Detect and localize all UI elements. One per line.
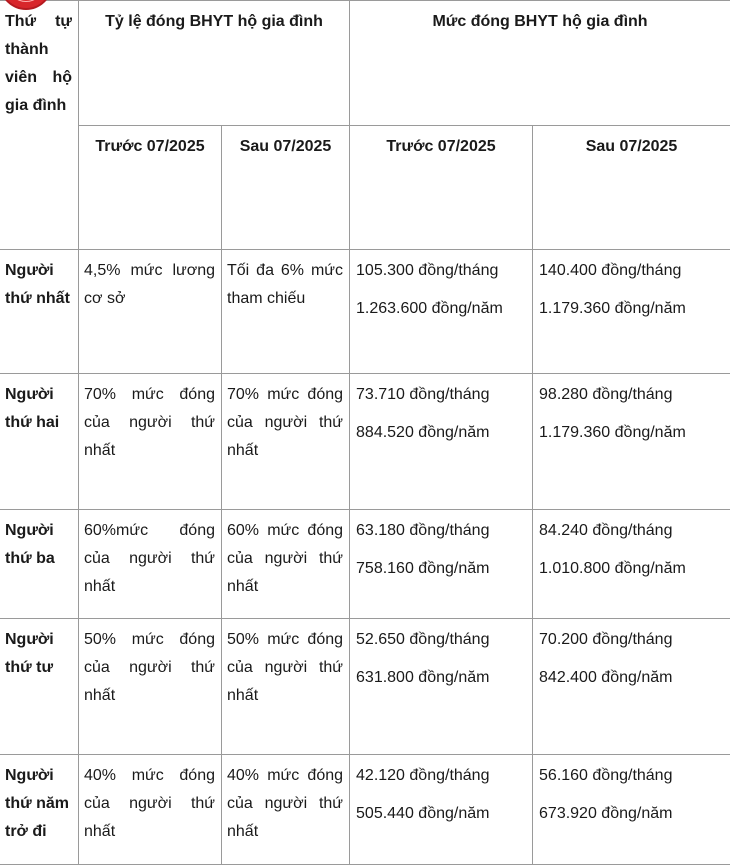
- before-year-amount: 631.800 đồng/năm: [356, 669, 490, 686]
- before-month-amount: 52.650 đồng/tháng: [356, 631, 490, 648]
- rate-before-line: 40% mức đóng: [84, 767, 215, 784]
- before-year-amount: 1.263.600 đồng/năm: [356, 300, 503, 317]
- header-amount-title: Mức đóng BHYT hộ gia đình: [432, 13, 648, 30]
- after-year-amount: 1.179.360 đồng/năm: [539, 300, 686, 317]
- member-label: trở đi: [5, 823, 47, 840]
- member-label: thứ ba: [5, 550, 55, 567]
- rate-after-line: 60% mức đóng: [227, 522, 344, 539]
- header-member-order-cell: [0, 1, 79, 250]
- header-amount-cell: [350, 1, 730, 126]
- rate-after-line: nhất: [227, 823, 259, 840]
- rate-after-line: của người thứ: [227, 414, 344, 431]
- rate-after-line: 70% mức đóng: [227, 386, 344, 403]
- after-year-amount: 1.179.360 đồng/năm: [539, 424, 686, 441]
- rate-before-line: nhất: [84, 687, 116, 704]
- member-label: thứ tư: [5, 659, 54, 676]
- subheader-after-amount-cell: [533, 126, 730, 250]
- rate-after-line: 50% mức đóng: [227, 631, 344, 648]
- member-label: Người: [5, 767, 54, 784]
- before-month-amount: 105.300 đồng/tháng: [356, 262, 499, 279]
- subheader-before-rate: Trước 07/2025: [95, 138, 205, 155]
- header-rate-cell: [79, 1, 350, 126]
- member-label: thứ nhất: [5, 290, 70, 307]
- rate-after-line: 40% mức đóng: [227, 767, 344, 784]
- rate-before-line: nhất: [84, 442, 116, 459]
- rate-before-line: của người thứ: [84, 550, 215, 567]
- rate-after-line: của người thứ: [227, 550, 344, 567]
- subheader-row: [0, 126, 730, 250]
- rate-after-line: của người thứ: [227, 659, 344, 676]
- rate-before-line: của người thứ: [84, 414, 215, 431]
- member-label: Người: [5, 386, 54, 403]
- rate-before-line: của người thứ: [84, 795, 215, 812]
- header-row: [0, 1, 730, 126]
- after-month-amount: 98.280 đồng/tháng: [539, 386, 673, 403]
- rate-after-line: của người thứ: [227, 795, 344, 812]
- member-label: Người: [5, 522, 54, 539]
- before-year-amount: 758.160 đồng/năm: [356, 560, 490, 577]
- after-year-amount: 673.920 đồng/năm: [539, 805, 673, 822]
- before-year-amount: 884.520 đồng/năm: [356, 424, 490, 441]
- subheader-after-rate: Sau 07/2025: [239, 138, 332, 155]
- rate-after-line: nhất: [227, 687, 259, 704]
- after-month-amount: 56.160 đồng/tháng: [539, 767, 673, 784]
- rate-before-line: nhất: [84, 823, 116, 840]
- rate-before-line: 70% mức đóng: [84, 386, 215, 403]
- rate-before-line: nhất: [84, 578, 116, 595]
- rate-after-line: Tối đa 6% mức: [227, 262, 344, 279]
- member-label: Người: [5, 262, 54, 279]
- table-row: [0, 374, 730, 510]
- rate-before-line: của người thứ: [84, 659, 215, 676]
- header-member-line: Thứ tự: [5, 13, 72, 30]
- rate-after-line: tham chiếu: [227, 290, 306, 307]
- subheader-before-rate-cell: [79, 126, 222, 250]
- after-month-amount: 70.200 đồng/tháng: [539, 631, 673, 648]
- rate-after-line: nhất: [227, 578, 259, 595]
- table-row: [0, 510, 730, 619]
- subheader-after-amount: Sau 07/2025: [585, 138, 678, 155]
- header-rate-title: Tỷ lệ đóng BHYT hộ gia đình: [105, 13, 323, 30]
- rate-after-line: nhất: [227, 442, 259, 459]
- after-year-amount: 1.010.800 đồng/năm: [539, 560, 686, 577]
- before-month-amount: 42.120 đồng/tháng: [356, 767, 490, 784]
- header-member-line: gia đình: [5, 97, 67, 114]
- before-month-amount: 63.180 đồng/tháng: [356, 522, 490, 539]
- member-label: Người: [5, 631, 54, 648]
- member-label: thứ hai: [5, 414, 60, 431]
- after-month-amount: 84.240 đồng/tháng: [539, 522, 673, 539]
- rate-before-line: 4,5% mức lương: [84, 262, 215, 279]
- after-month-amount: 140.400 đồng/tháng: [539, 262, 682, 279]
- before-year-amount: 505.440 đồng/năm: [356, 805, 490, 822]
- table-row: [0, 250, 730, 374]
- rate-before-line: 60%mức đóng: [84, 522, 215, 539]
- subheader-after-rate-cell: [222, 126, 350, 250]
- rate-before-line: cơ sở: [84, 290, 126, 307]
- before-month-amount: 73.710 đồng/tháng: [356, 386, 490, 403]
- after-year-amount: 842.400 đồng/năm: [539, 669, 673, 686]
- member-label: thứ năm: [5, 795, 70, 812]
- rate-before-line: 50% mức đóng: [84, 631, 215, 648]
- table-row: [0, 619, 730, 755]
- subheader-before-amount: Trước 07/2025: [386, 138, 496, 155]
- header-member-line: viên hộ: [5, 69, 72, 86]
- table-row: [0, 755, 730, 865]
- subheader-before-amount-cell: [350, 126, 533, 250]
- header-member-line: thành: [5, 41, 49, 58]
